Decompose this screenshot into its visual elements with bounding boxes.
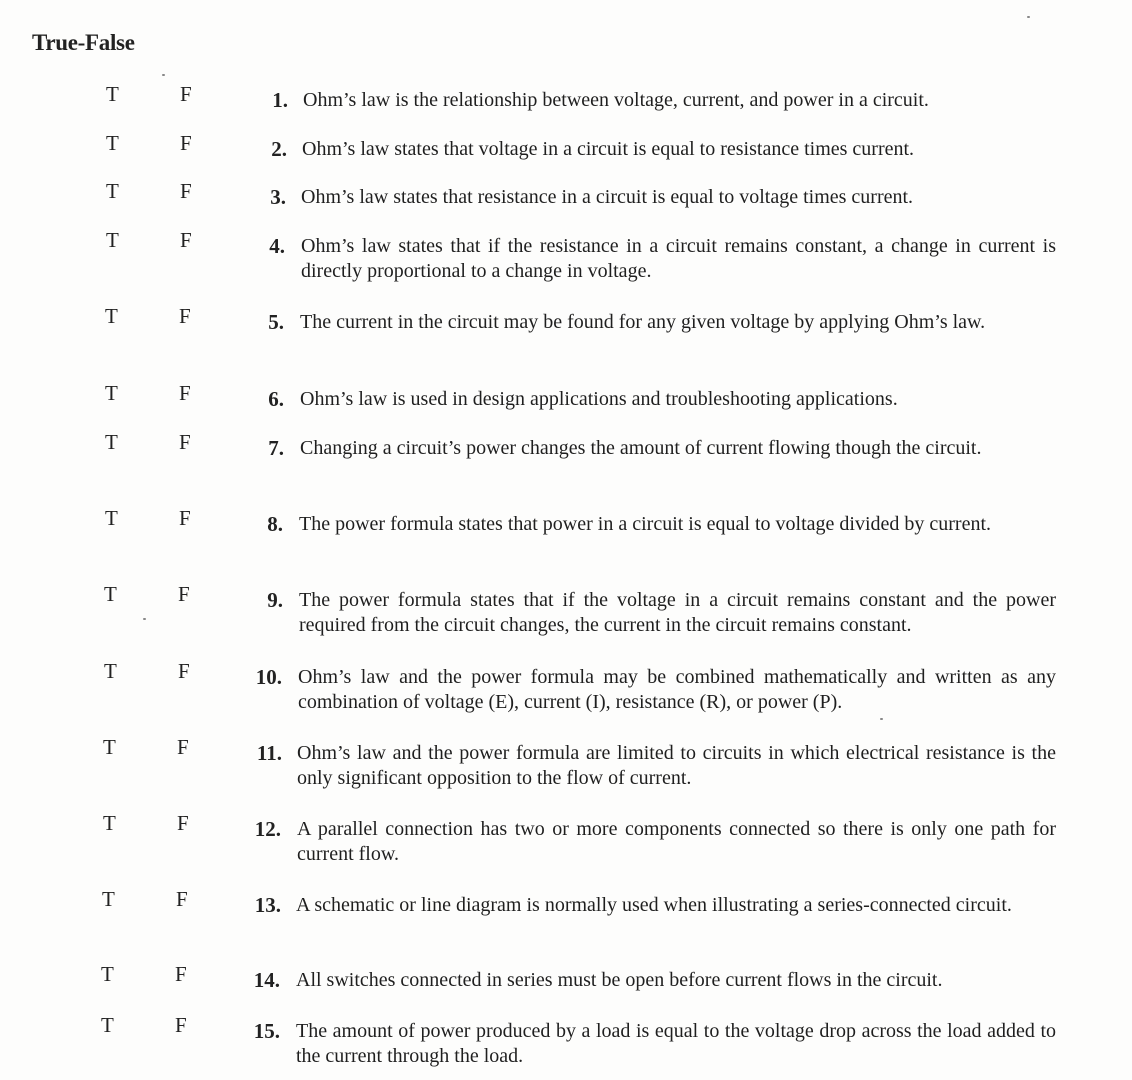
false-option[interactable]: F xyxy=(179,381,191,405)
section-title: True-False xyxy=(32,30,135,55)
false-option[interactable]: F xyxy=(178,659,190,683)
question-number: 6. xyxy=(268,387,284,411)
true-option[interactable]: T xyxy=(103,811,116,835)
question-text: Ohm’s law is used in design applications and troubleshooting applications. xyxy=(300,388,898,410)
true-option[interactable]: T xyxy=(106,82,119,106)
true-option[interactable]: T xyxy=(105,506,118,530)
false-option[interactable]: F xyxy=(175,962,187,986)
question-text: The amount of power produced by a load is equal to the voltage drop across the load added to the current through the load. xyxy=(296,1020,1056,1067)
true-option[interactable]: T xyxy=(105,430,118,454)
false-option[interactable]: F xyxy=(175,1013,187,1037)
true-option[interactable]: T xyxy=(104,659,117,683)
question-text: A schematic or line diagram is normally used when illustrating a series-connected circuit. xyxy=(296,894,1012,916)
true-option[interactable]: T xyxy=(101,1013,114,1037)
question-number: 3. xyxy=(270,185,286,209)
true-option[interactable]: T xyxy=(106,228,119,252)
true-option[interactable]: T xyxy=(105,381,118,405)
question-text: A parallel connection has two or more components connected so there is only one path for current flow. xyxy=(297,818,1056,865)
question-text: Ohm’s law and the power formula are limited to circuits in which electrical resistance is the only significant opposition to the flow of current. xyxy=(297,742,1056,789)
question-text: Ohm’s law states that resistance in a circuit is equal to voltage times current. xyxy=(301,186,914,208)
true-option[interactable]: T xyxy=(106,131,119,155)
false-option[interactable]: F xyxy=(179,304,191,328)
question-number: 5. xyxy=(268,310,284,334)
false-option[interactable]: F xyxy=(180,179,192,203)
question-text: Ohm’s law is the relationship between voltage, current, and power in a circuit. xyxy=(303,89,929,111)
scan-speck xyxy=(143,618,146,620)
question-text: Ohm’s law states that if the resistance in a circuit remains constant, a change in current is directly proportional to a change in voltage. xyxy=(301,235,1056,282)
question-number: 15. xyxy=(253,1019,280,1043)
question-number: 1. xyxy=(272,88,288,112)
true-option[interactable]: T xyxy=(101,962,114,986)
false-option[interactable]: F xyxy=(180,131,192,155)
true-option[interactable]: T xyxy=(105,304,118,328)
question-number: 14. xyxy=(253,968,280,992)
question-text: Ohm’s law states that voltage in a circuit is equal to resistance times current. xyxy=(302,138,915,160)
false-option[interactable]: F xyxy=(179,506,191,530)
false-option[interactable]: F xyxy=(180,228,192,252)
question-text: All switches connected in series must be open before current flows in the circuit. xyxy=(296,969,943,991)
question-number: 10. xyxy=(255,665,282,689)
question-number: 4. xyxy=(269,234,285,258)
question-text: Changing a circuit’s power changes the amount of current flowing though the circuit. xyxy=(300,437,982,459)
false-option[interactable]: F xyxy=(176,887,188,911)
question-number: 13. xyxy=(254,893,281,917)
false-option[interactable]: F xyxy=(180,82,192,106)
question-text: The power formula states that if the voltage in a circuit remains constant and the power required from the circuit changes, the current in the circuit remains constant. xyxy=(299,589,1056,636)
scan-speck xyxy=(880,718,883,720)
false-option[interactable]: F xyxy=(177,735,189,759)
true-option[interactable]: T xyxy=(103,735,116,759)
question-text: Ohm’s law and the power formula may be combined mathematically and written as any combination of voltage (E), current (I), resistance (R), or power (P). xyxy=(298,666,1056,713)
true-option[interactable]: T xyxy=(106,179,119,203)
scan-speck xyxy=(1027,16,1030,18)
true-option[interactable]: T xyxy=(104,582,117,606)
false-option[interactable]: F xyxy=(178,582,190,606)
question-number: 9. xyxy=(267,588,283,612)
false-option[interactable]: F xyxy=(179,430,191,454)
question-text: The current in the circuit may be found for any given voltage by applying Ohm’s law. xyxy=(300,311,986,333)
true-option[interactable]: T xyxy=(102,887,115,911)
question-number: 11. xyxy=(256,741,282,765)
question-number: 2. xyxy=(271,137,287,161)
question-text: The power formula states that power in a circuit is equal to voltage divided by current. xyxy=(299,513,992,535)
question-number: 7. xyxy=(268,436,284,460)
question-number: 8. xyxy=(267,512,283,536)
question-number: 12. xyxy=(254,817,281,841)
scan-speck xyxy=(162,74,165,76)
false-option[interactable]: F xyxy=(177,811,189,835)
